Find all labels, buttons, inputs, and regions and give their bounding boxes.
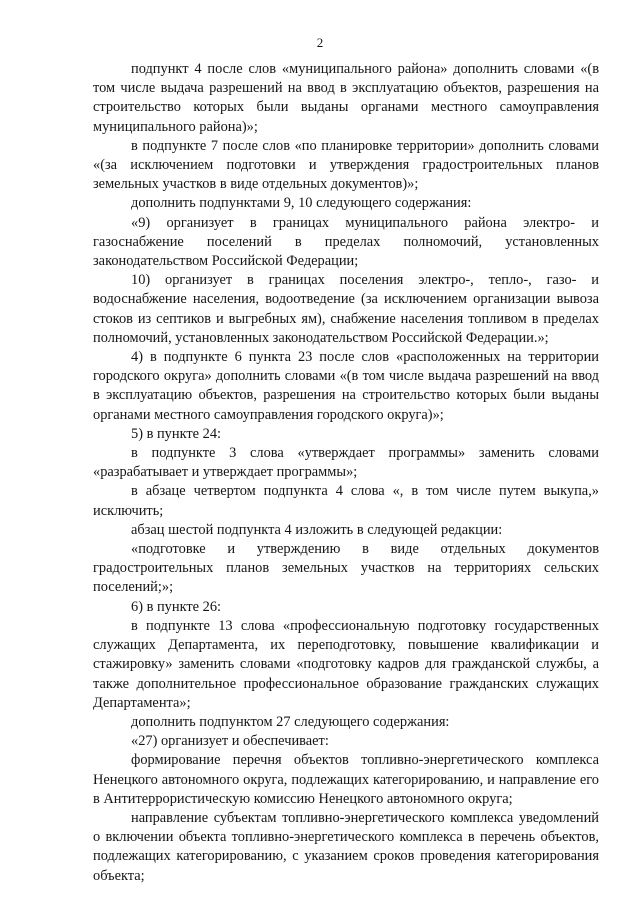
paragraph-list-formation: формирование перечня объектов топливно-энергетического комплекса Ненецкого автономного округа, подлежащих категорированию, и направление его в Антитеррористическую комиссию Ненецкого автономного округа; — [93, 752, 599, 807]
paragraph-add-subparagraph-27: дополнить подпунктом 27 следующего содержания: — [131, 713, 450, 730]
paragraph-fourth-indent-amendment: в абзаце четвертом подпункта 4 слова «, в том числе путем выкупа,» исключить; — [93, 483, 599, 519]
paragraph-notification-sending: направление субъектам топливно-энергетического комплекса уведомлений о включении объекта топливно-энергетического комплекса в перечень объектов, подлежащих категорированию, с указанием сроков проведения категорирования объекта; — [93, 809, 599, 884]
paragraph-add-subparagraphs-9-10: дополнить подпунктами 9, 10 следующего содержания: — [131, 195, 472, 212]
document-body — [93, 60, 599, 886]
paragraph-sixth-indent-amendment: абзац шестой подпункта 4 изложить в следующей редакции: — [131, 521, 503, 538]
page-number: 2 — [316, 35, 324, 50]
paragraph-subparagraph-3-amendment: в подпункте 3 слова «утверждает программы» заменить словами «разрабатывает и утверждает программы»; — [93, 445, 599, 481]
paragraph-subparagraph-13-amendment: в подпункте 13 слова «профессиональную подготовку государственных служащих Департамента, их переподготовку, повышение квалификации и стажировку» заменить словами «подготовку кадров для гражданской службы, а также дополнительное профессиональное образование гражданских служащих Департамента»; — [93, 617, 599, 711]
paragraph-item-27: «27) организует и обеспечивает: — [131, 733, 329, 750]
paragraph-item-9: «9) организует в границах муниципального района электро- и газоснабжение поселений в пределах полномочий, установленных законодательством Российской Федерации; — [93, 214, 599, 270]
paragraph-item-5-point-24: 5) в пункте 24: — [131, 425, 222, 442]
paragraph-item-4-point-23: 4) в подпункте 6 пункта 23 после слов «расположенных на территории городского округа» дополнить словами «(в том числе выдача разрешений на ввод в эксплуатацию объектов, разрешения на строительство которых были выданы органами местного самоуправления городского округа)»; — [93, 349, 599, 423]
paragraph-subparagraph-7-amendment: в подпункте 7 после слов «по планировке территории» дополнить словами «(за исключением подготовки и утверждения градостроительных планов земельных участков в виде отдельных документов)»; — [93, 137, 599, 193]
paragraph-subparagraph-4-amendment: подпункт 4 после слов «муниципального района» дополнить словами «(в том числе выдача разрешений на ввод в эксплуатацию объектов, разрешения на строительство которых были выданы органами местного самоуправления муниципального района)»; — [93, 61, 599, 135]
paragraph-item-10: 10) организует в границах поселения электро-, тепло-, газо- и водоснабжение населения, водоотведение (за исключением организации вывоза стоков из септиков и выгребных ям), снабжение населения топливом в пределах полномочий, установленных законодательством Российской Федерации.»; — [93, 272, 599, 346]
paragraph-item-6-point-26: 6) в пункте 26: — [131, 598, 222, 615]
paragraph-sixth-indent-new-text: «подготовке и утверждению в виде отдельных документов градостроительных планов земельных участков на территориях сельских поселений;»; — [93, 541, 599, 596]
